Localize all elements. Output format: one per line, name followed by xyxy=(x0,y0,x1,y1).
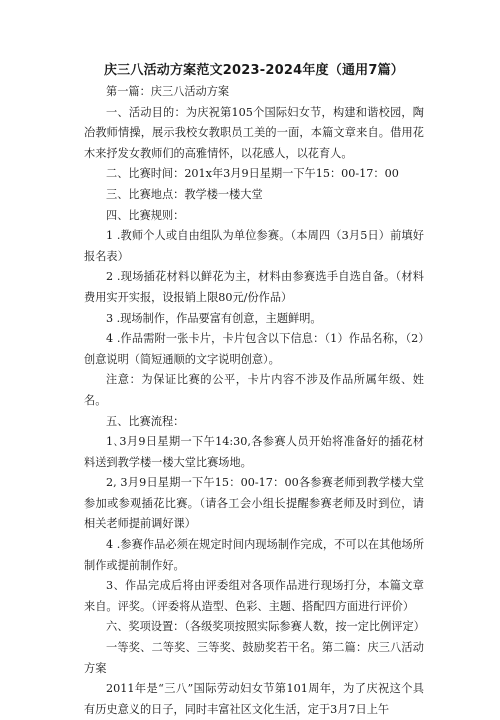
paragraph-note: 注意：为保证比赛的公平，卡片内容不涉及作品所属年级、姓名。 xyxy=(84,373,424,407)
paragraph-process-1: 1､3月9日星期一下午14:30,各参赛人员开始将准备好的插花材料送到教学楼一楼大堂比赛场地。 xyxy=(84,435,424,469)
paragraph-rule-4: 4 .作品需附一张卡片，卡片包含以下信息：（1）作品名称，（2）创意说明（简短通顺的文字说明创意）。 xyxy=(84,332,424,366)
paragraph-rule-2: 2 .现场插花材料以鲜花为主，材料由参赛选手自选自备。（材料费用实开实报，设报销上限80元/份作品） xyxy=(84,270,424,304)
paragraph-part-2-intro: 2011年是“三八”国际劳动妇女节第101周年，为了庆祝这个具有历史意义的日子，同时丰富社区文化生活，定于3月7日上午 xyxy=(84,682,424,716)
paragraph-process-2: 2, 3月9日星期一下午15：00-17：00各参赛老师到教学楼大堂参加或参观插花比赛。（请各工会小组长提醒参赛老师及时到位，请相关老师提前调好课） xyxy=(84,476,424,531)
paragraph-rules-heading: 四、比赛规则： xyxy=(106,208,185,222)
paragraph-awards-heading: 六、奖项设置：（各级奖项按照实际参赛人数，按一定比例评定） xyxy=(106,620,425,634)
paragraph-rule-1: 1 .教师个人或自由组队为单位参赛。（本周四（3月5日）前填好报名表） xyxy=(84,229,424,263)
paragraph-rule-3: 3 .现场制作，作品要富有创意，主题鲜明。 xyxy=(106,311,322,325)
document-body xyxy=(84,82,424,720)
paragraph-process-heading: 五、比赛流程： xyxy=(106,414,185,428)
paragraph-process-4: 4 .参赛作品必须在规定时间内现场制作完成，不可以在其他场所制作或提前制作好。 xyxy=(84,538,424,572)
paragraph-process-3: 3、作品完成后将由评委组对各项作品进行现场打分，本篇文章来自。评奖。（评委将从造型、色彩、主题、搭配四方面进行评价） xyxy=(84,579,424,613)
document-title: 庆三八活动方案范文2023-2024年度（通用7篇） xyxy=(103,63,404,78)
section-heading-part-1: 第一篇：庆三八活动方案 xyxy=(106,85,230,98)
paragraph-awards-list: 一等奖、二等奖、三等奖、鼓励奖若干名。第二篇：庆三八活动方案 xyxy=(84,641,424,675)
paragraph-activity-purpose: 一、活动目的：为庆祝第105个国际妇女节，构建和谐校园，陶冶教师情操，展示我校女教职员工美的一面，本篇文章来自。借用花木来抒发女教师们的高雅情怀，以花感人，以花育人。 xyxy=(84,105,424,160)
paragraph-competition-time: 二、比赛时间：201x年3月9日星期一下午15：00-17：00 xyxy=(106,167,399,181)
paragraph-competition-venue: 三、比赛地点：教学楼一楼大堂 xyxy=(106,187,263,201)
